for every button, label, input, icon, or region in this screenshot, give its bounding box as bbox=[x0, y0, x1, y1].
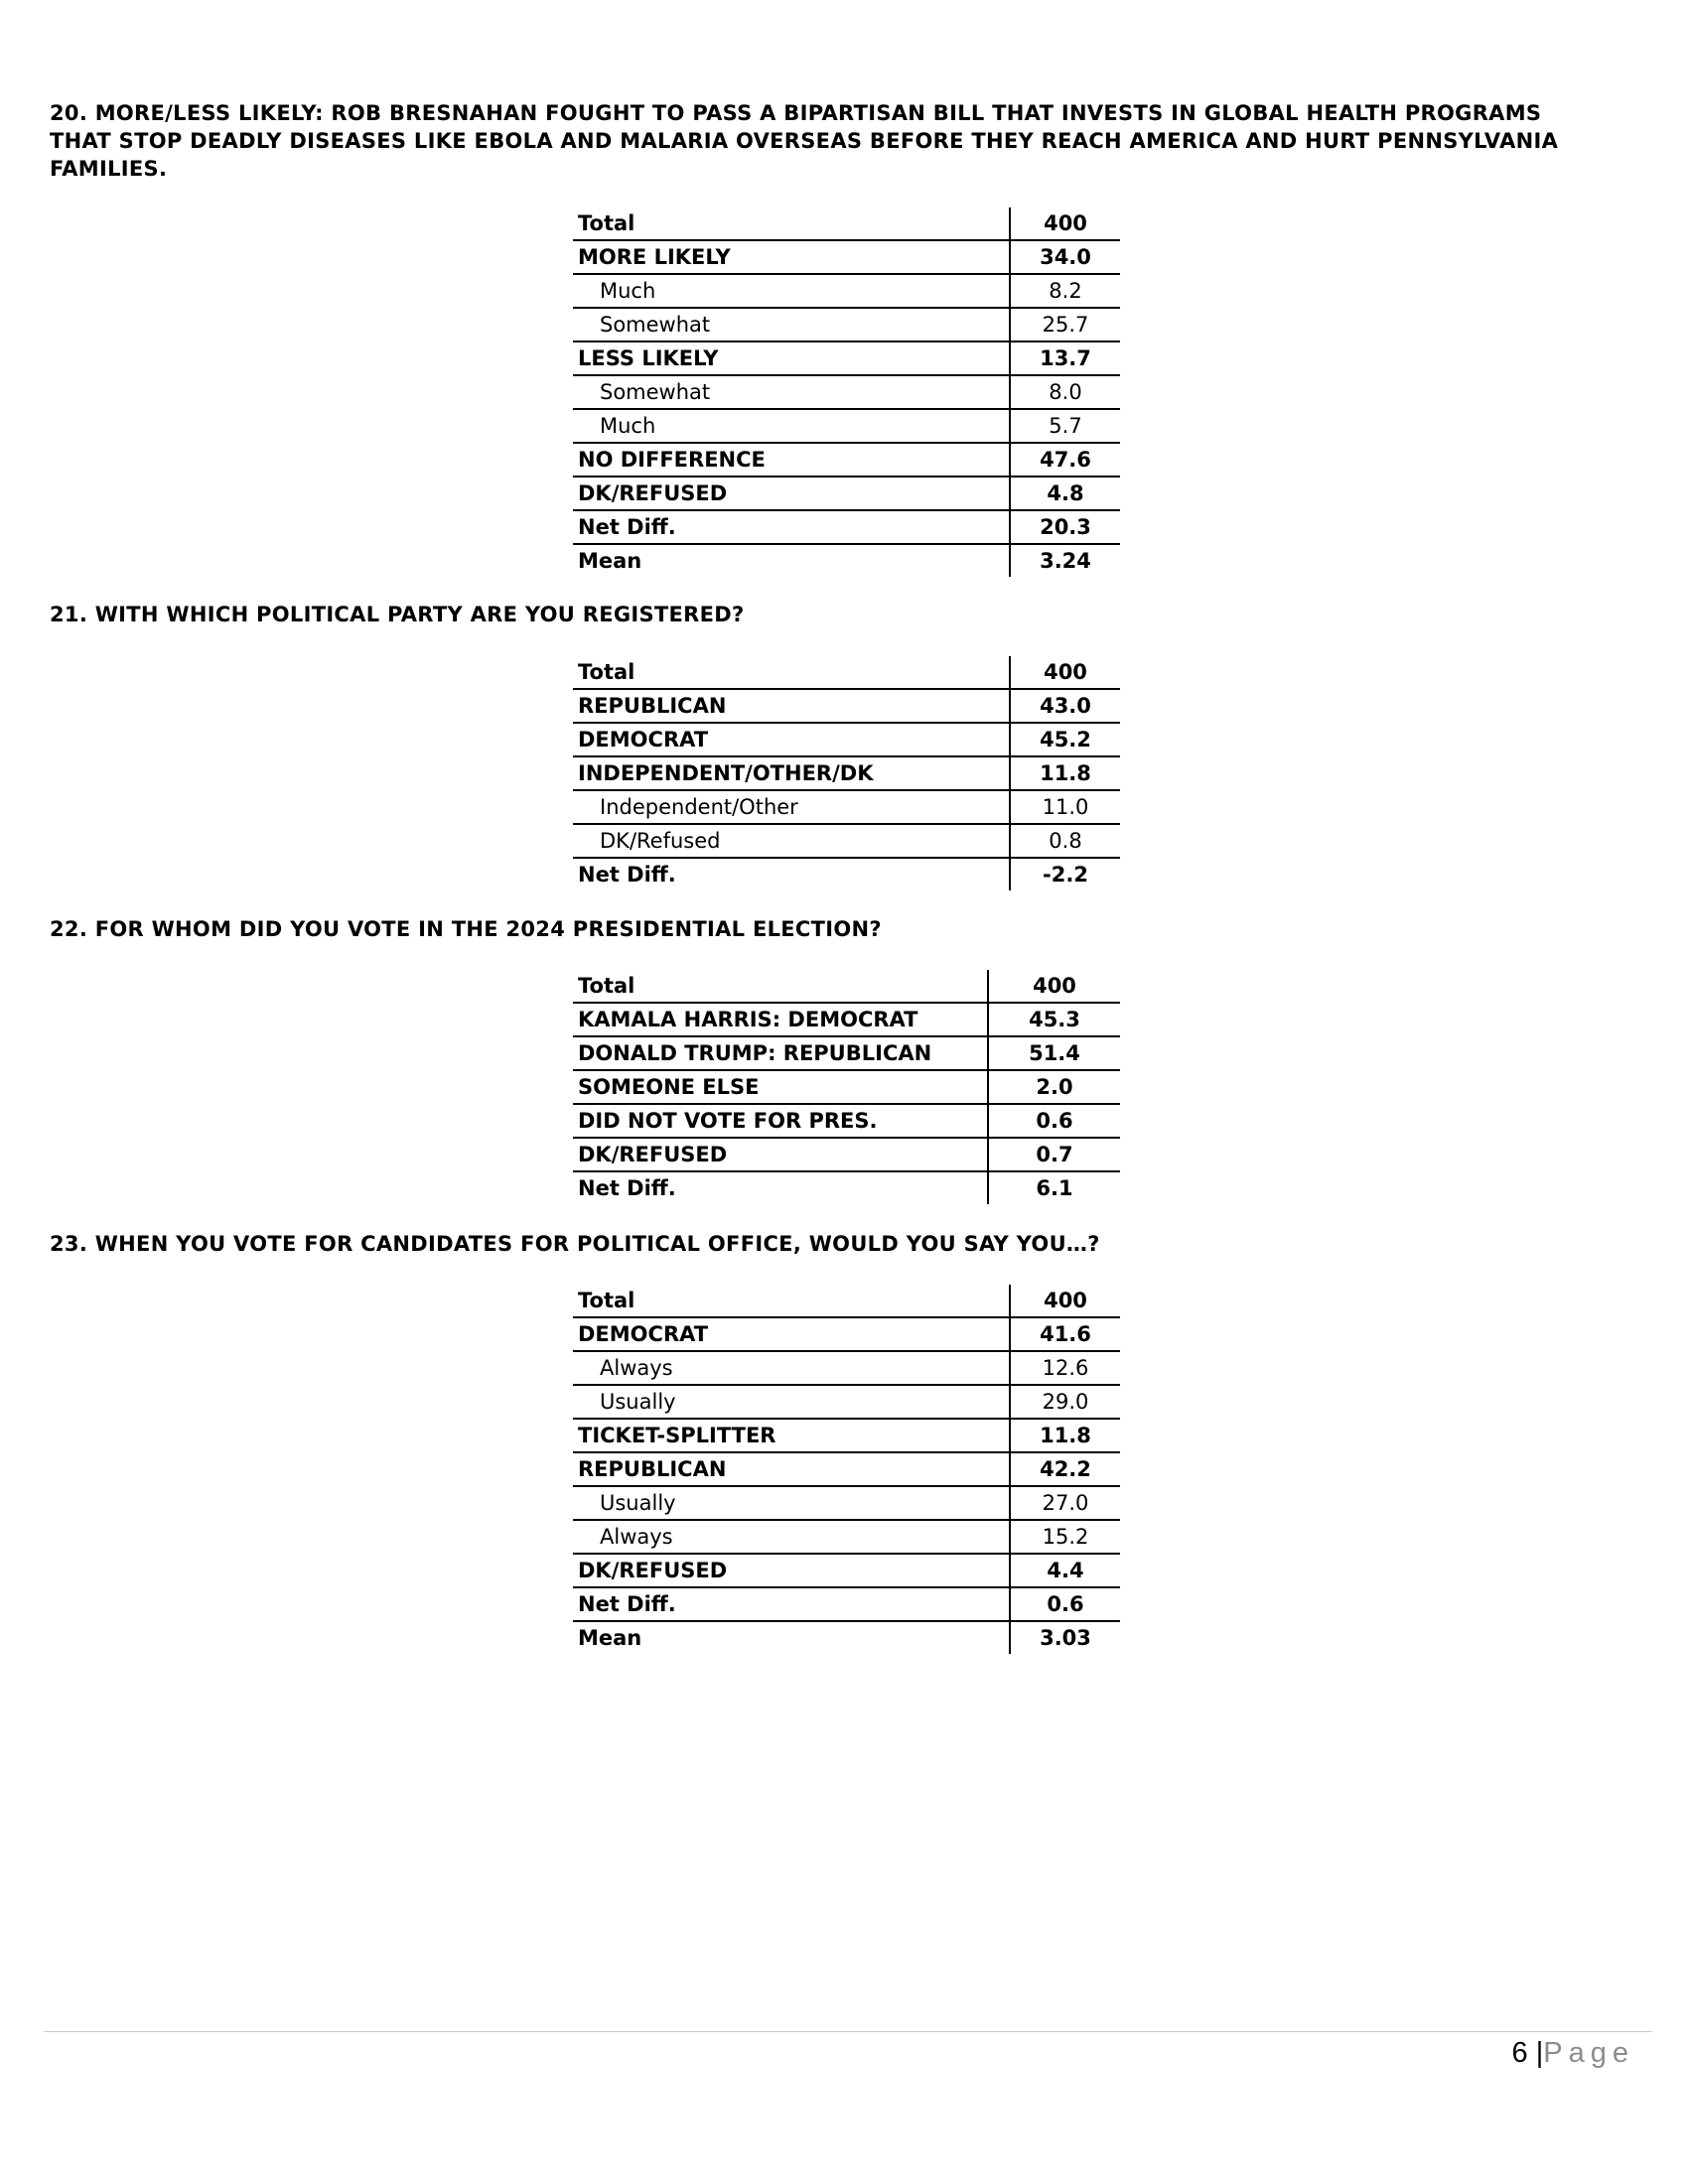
table-row bbox=[573, 1036, 1120, 1070]
row-label: Always bbox=[573, 1351, 1010, 1385]
row-label: LESS LIKELY bbox=[573, 341, 1010, 375]
row-value: 5.7 bbox=[1010, 409, 1120, 443]
question-23-heading: 23. WHEN YOU VOTE FOR CANDIDATES FOR POLITICAL OFFICE, WOULD YOU SAY YOU…? bbox=[50, 1232, 1100, 1256]
table-row bbox=[573, 1452, 1120, 1486]
table-row bbox=[573, 1554, 1120, 1587]
row-value: 8.2 bbox=[1010, 274, 1120, 308]
row-value: 13.7 bbox=[1010, 341, 1120, 375]
row-value: 8.0 bbox=[1010, 375, 1120, 409]
row-label: DK/REFUSED bbox=[573, 477, 1010, 510]
row-value: 45.3 bbox=[988, 1003, 1120, 1036]
row-label: Total bbox=[573, 656, 1010, 689]
row-label: Net Diff. bbox=[578, 863, 676, 887]
row-value: 11.0 bbox=[1010, 790, 1120, 824]
table-row bbox=[573, 1138, 1120, 1171]
table-row bbox=[573, 510, 1120, 544]
table-row bbox=[573, 656, 1120, 689]
row-value: 41.6 bbox=[1010, 1317, 1120, 1351]
row-label: DONALD TRUMP: REPUBLICAN bbox=[573, 1036, 988, 1070]
table-row bbox=[573, 1621, 1120, 1654]
table-row bbox=[573, 970, 1120, 1003]
table-row bbox=[573, 375, 1120, 409]
row-label: SOMEONE ELSE bbox=[573, 1070, 988, 1104]
row-label: Mean bbox=[578, 549, 642, 573]
table-row bbox=[573, 723, 1120, 756]
question-21-table bbox=[573, 656, 1120, 890]
row-label: Net Diff. bbox=[573, 1587, 1010, 1621]
table-row bbox=[573, 1351, 1120, 1385]
row-value: 3.24 bbox=[1010, 544, 1120, 577]
row-value: 0.8 bbox=[1010, 824, 1120, 858]
table-row bbox=[573, 1070, 1120, 1104]
table-row bbox=[573, 858, 1120, 890]
row-label: REPUBLICAN bbox=[573, 689, 1010, 723]
row-value: 20.3 bbox=[1010, 510, 1120, 544]
row-label: MORE LIKELY bbox=[573, 240, 1010, 274]
footer-divider bbox=[44, 2031, 1652, 2032]
row-label: DK/REFUSED bbox=[573, 1138, 988, 1171]
table-row bbox=[573, 1587, 1120, 1621]
table-row bbox=[573, 477, 1120, 510]
table-row bbox=[573, 1003, 1120, 1036]
question-20-heading: 20. MORE/LESS LIKELY: ROB BRESNAHAN FOUGHT TO PASS A BIPARTISAN BILL THAT INVESTS IN GLOBAL HEALTH PROGRAMS THAT STOP DEADLY DISEASES LIKE EBOLA AND MALARIA OVERSEAS BEFORE THEY REACH AMERICA AND HURT PENNSYLVANIA FAMILIES. bbox=[50, 101, 1559, 181]
page-separator: | bbox=[1535, 2037, 1544, 2069]
table-row bbox=[573, 1520, 1120, 1554]
table-row bbox=[573, 443, 1120, 477]
row-value: 3.03 bbox=[1010, 1621, 1120, 1654]
row-value: 4.4 bbox=[1010, 1554, 1120, 1587]
row-value: 43.0 bbox=[1010, 689, 1120, 723]
row-label: REPUBLICAN bbox=[573, 1452, 1010, 1486]
row-value: 25.7 bbox=[1010, 308, 1120, 341]
row-value: 4.8 bbox=[1010, 477, 1120, 510]
row-value: 400 bbox=[1010, 1285, 1120, 1317]
table-row bbox=[573, 689, 1120, 723]
row-value: 2.0 bbox=[988, 1070, 1120, 1104]
question-23-table bbox=[573, 1285, 1120, 1654]
row-value: 47.6 bbox=[1010, 443, 1120, 477]
row-value: 400 bbox=[1010, 656, 1120, 689]
row-label: Net Diff. bbox=[573, 510, 1010, 544]
row-value: 11.8 bbox=[1010, 1419, 1120, 1452]
row-value: 42.2 bbox=[1010, 1452, 1120, 1486]
row-value: 0.6 bbox=[1010, 1587, 1120, 1621]
row-label: TICKET-SPLITTER bbox=[573, 1419, 1010, 1452]
row-label: DK/REFUSED bbox=[573, 1554, 1010, 1587]
table-row bbox=[573, 1285, 1120, 1317]
row-value: 6.1 bbox=[988, 1171, 1120, 1204]
question-20-table bbox=[573, 207, 1120, 577]
table-row bbox=[573, 409, 1120, 443]
row-label: DEMOCRAT bbox=[573, 1317, 1010, 1351]
table-row bbox=[573, 824, 1120, 858]
question-22-table bbox=[573, 970, 1120, 1204]
row-label: Somewhat bbox=[573, 308, 1010, 341]
row-value: 0.6 bbox=[988, 1104, 1120, 1138]
row-value: 45.2 bbox=[1010, 723, 1120, 756]
table-row bbox=[573, 1317, 1120, 1351]
row-value: 11.8 bbox=[1010, 756, 1120, 790]
row-label: Net Diff. bbox=[578, 1176, 676, 1200]
row-label: Much bbox=[573, 409, 1010, 443]
table-row bbox=[573, 790, 1120, 824]
row-label: Independent/Other bbox=[573, 790, 1010, 824]
row-value: 34.0 bbox=[1010, 240, 1120, 274]
row-label: Mean bbox=[578, 1626, 642, 1650]
row-value: 29.0 bbox=[1010, 1385, 1120, 1419]
page-number: 6 bbox=[1511, 2037, 1528, 2069]
row-value: 12.6 bbox=[1010, 1351, 1120, 1385]
row-label: Total bbox=[573, 1285, 1010, 1317]
row-label: DID NOT VOTE FOR PRES. bbox=[573, 1104, 988, 1138]
row-label: Much bbox=[573, 274, 1010, 308]
table-row bbox=[573, 544, 1120, 577]
row-value: 27.0 bbox=[1010, 1486, 1120, 1520]
table-row bbox=[573, 1385, 1120, 1419]
row-value: 400 bbox=[988, 970, 1120, 1003]
row-label: Total bbox=[573, 970, 988, 1003]
page-footer bbox=[1512, 2037, 1634, 2070]
table-row bbox=[573, 756, 1120, 790]
row-value: 51.4 bbox=[988, 1036, 1120, 1070]
row-label: INDEPENDENT/OTHER/DK bbox=[573, 756, 1010, 790]
row-value: -2.2 bbox=[1010, 858, 1120, 890]
row-label: KAMALA HARRIS: DEMOCRAT bbox=[573, 1003, 988, 1036]
row-label: Usually bbox=[573, 1385, 1010, 1419]
row-label: DK/Refused bbox=[573, 824, 1010, 858]
row-value: 15.2 bbox=[1010, 1520, 1120, 1554]
table-row bbox=[573, 1104, 1120, 1138]
question-21-heading: 21. WITH WHICH POLITICAL PARTY ARE YOU REGISTERED? bbox=[50, 603, 745, 626]
row-label: Always bbox=[573, 1520, 1010, 1554]
table-row bbox=[573, 1419, 1120, 1452]
question-22-heading: 22. FOR WHOM DID YOU VOTE IN THE 2024 PRESIDENTIAL ELECTION? bbox=[50, 917, 882, 941]
table-row bbox=[573, 308, 1120, 341]
row-label: Somewhat bbox=[573, 375, 1010, 409]
page-label: Page bbox=[1543, 2037, 1634, 2069]
table-row bbox=[573, 341, 1120, 375]
row-label: DEMOCRAT bbox=[573, 723, 1010, 756]
table-row bbox=[573, 1171, 1120, 1204]
row-label: Usually bbox=[573, 1486, 1010, 1520]
table-row bbox=[573, 240, 1120, 274]
row-value: 0.7 bbox=[988, 1138, 1120, 1171]
row-value: 400 bbox=[1010, 207, 1120, 240]
row-label: Total bbox=[573, 207, 1010, 240]
table-row bbox=[573, 1486, 1120, 1520]
table-row bbox=[573, 207, 1120, 240]
table-row bbox=[573, 274, 1120, 308]
row-label: NO DIFFERENCE bbox=[573, 443, 1010, 477]
